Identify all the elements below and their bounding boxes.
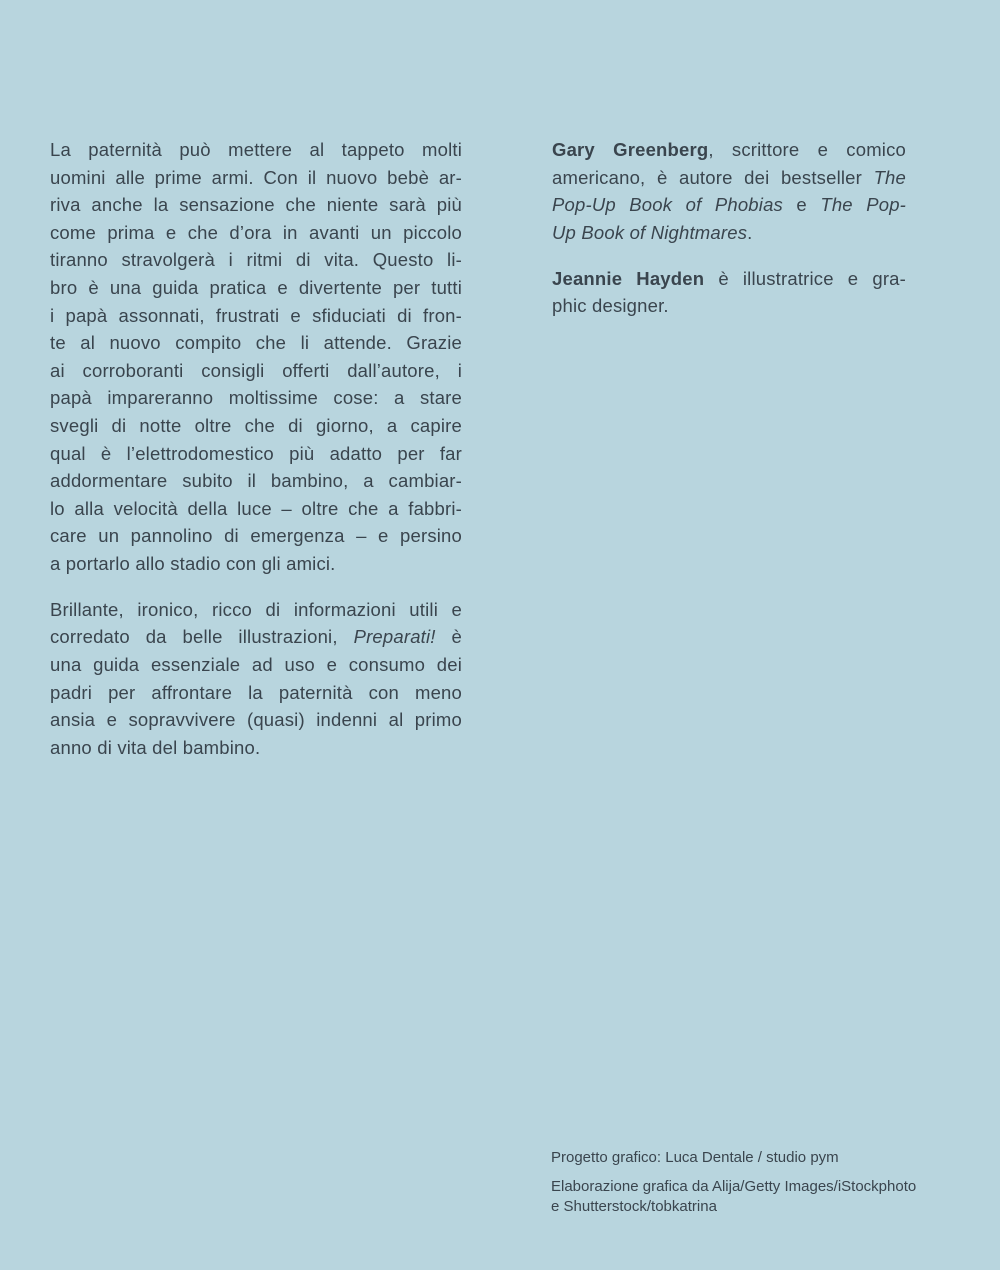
- credits: [551, 1148, 971, 1225]
- text-run: Pop-Up Book of Phobias: [552, 194, 783, 216]
- text-line: [551, 1197, 971, 1217]
- paragraph: [552, 265, 906, 320]
- text-line: [50, 191, 462, 219]
- text-line: [50, 329, 462, 357]
- text-line: [551, 1148, 971, 1168]
- text-line: [50, 164, 462, 192]
- text-run: padri per affrontare la paternità con meno: [50, 681, 462, 703]
- text-line: [50, 651, 462, 679]
- text-line: [50, 522, 462, 550]
- text-run: addormentare subito il bambino, a cambiar-: [50, 470, 462, 492]
- paragraph: [50, 596, 462, 762]
- text-line: [50, 467, 462, 495]
- text-run: La paternità può mettere al tappeto molti: [50, 139, 462, 160]
- text-run: qual è l’elettrodomestico più adatto per far: [50, 442, 462, 464]
- text-run: Progetto grafico: Luca Dentale / studio pym: [551, 1149, 839, 1166]
- text-line: [552, 219, 906, 247]
- text-run: .: [747, 221, 753, 243]
- text-line: [50, 246, 462, 274]
- text-line: [50, 679, 462, 707]
- text-run: lo alla velocità della luce – oltre che a fabbri-: [50, 497, 462, 519]
- text-line: [50, 440, 462, 468]
- text-run: bro è una guida pratica e divertente per tutti: [50, 276, 462, 298]
- text-run: tiranno stravolgerà i ritmi di vita. Questo li-: [50, 249, 462, 271]
- text-line: [50, 596, 462, 624]
- paragraph: [551, 1148, 971, 1168]
- text-run: una guida essenziale ad uso e consumo dei: [50, 654, 462, 676]
- author-bios: [552, 136, 906, 320]
- text-line: [50, 136, 462, 164]
- text-line: [50, 274, 462, 302]
- text-line: [50, 412, 462, 440]
- text-run: a portarlo allo stadio con gli amici.: [50, 552, 336, 574]
- text-run: anno di vita del bambino.: [50, 736, 261, 758]
- text-run: americano, è autore dei bestseller: [552, 166, 874, 188]
- text-run: Preparati!: [353, 626, 436, 648]
- text-run: ai corroboranti consigli offerti dall’autore, i: [50, 359, 462, 381]
- text-run: uomini alle prime armi. Con il nuovo bebè ar-: [50, 166, 462, 188]
- text-run: è illustratrice e gra-: [704, 267, 906, 289]
- text-run: Elaborazione grafica da Alija/Getty Images/iStockphoto: [551, 1177, 917, 1195]
- text-line: [552, 164, 906, 192]
- paragraph: [552, 136, 906, 246]
- text-line: [50, 302, 462, 330]
- text-line: [552, 292, 906, 320]
- text-run: Jeannie Hayden: [552, 267, 705, 289]
- text-run: Up Book of Nightmares: [552, 221, 748, 243]
- text-run: te al nuovo compito che li attende. Grazie: [50, 332, 462, 354]
- text-run: phic designer.: [552, 295, 669, 317]
- paragraph: [50, 136, 462, 578]
- text-run: , scrittore e comico: [708, 139, 906, 160]
- text-run: ansia e sopravvivere (quasi) indenni al primo: [50, 709, 462, 731]
- text-line: [50, 550, 462, 578]
- text-line: [552, 191, 906, 219]
- text-line: [50, 734, 462, 762]
- text-line: [50, 219, 462, 247]
- text-line: [50, 357, 462, 385]
- text-run: papà impareranno moltissime cose: a stare: [50, 387, 462, 409]
- text-run: e Shutterstock/tobkatrina: [551, 1197, 717, 1215]
- paragraph: [551, 1177, 971, 1217]
- text-line: [552, 265, 906, 293]
- text-run: Brillante, ironico, ricco di informazioni utili e: [50, 598, 462, 620]
- text-line: [551, 1177, 971, 1197]
- text-run: riva anche la sensazione che niente sarà più: [50, 194, 462, 216]
- text-run: svegli di notte oltre che di giorno, a capire: [50, 414, 462, 436]
- text-run: come prima e che d’ora in avanti un piccolo: [50, 221, 462, 243]
- text-run: è: [435, 626, 462, 648]
- text-run: e: [782, 194, 821, 216]
- text-line: [50, 706, 462, 734]
- text-run: i papà assonnati, frustrati e sfiduciati di fron-: [50, 304, 462, 326]
- text-line: [552, 136, 906, 164]
- text-line: [50, 495, 462, 523]
- text-run: Gary Greenberg: [552, 139, 709, 160]
- text-run: care un pannolino di emergenza – e persino: [50, 525, 462, 547]
- text-line: [50, 384, 462, 412]
- text-run: The Pop-: [820, 194, 907, 216]
- text-run: The: [873, 166, 906, 188]
- text-line: [50, 623, 462, 651]
- text-run: corredato da belle illustrazioni,: [50, 626, 354, 648]
- synopsis-text: [50, 136, 462, 761]
